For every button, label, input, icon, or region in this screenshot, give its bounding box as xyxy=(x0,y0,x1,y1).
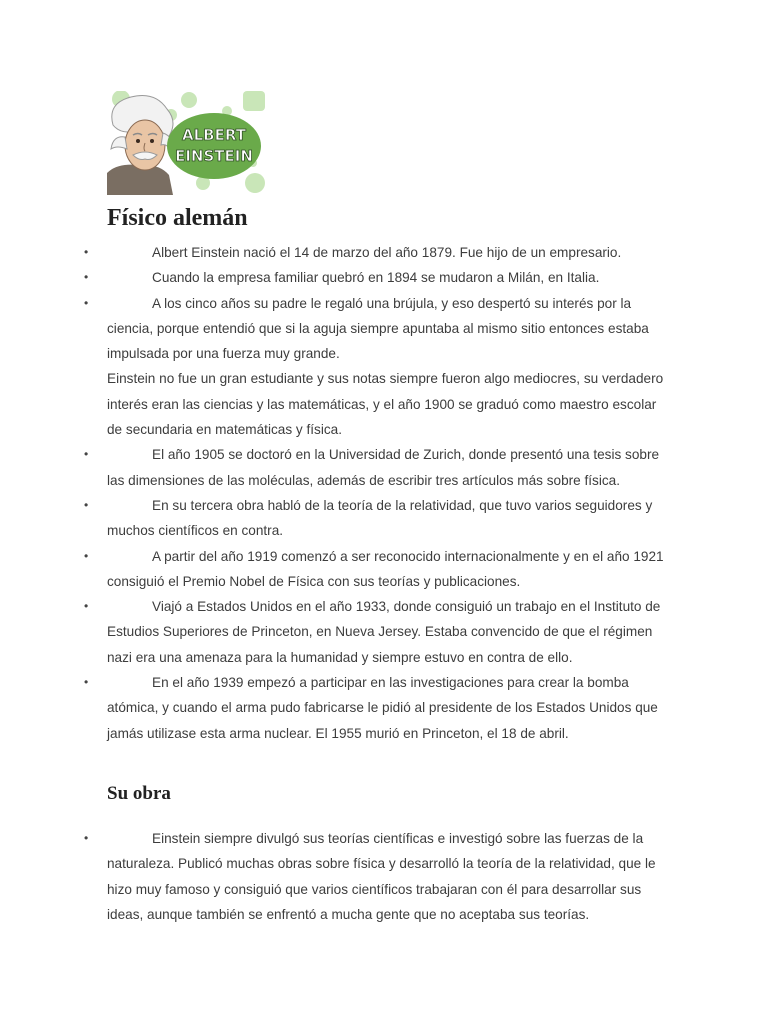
bullet: • xyxy=(84,599,89,614)
name-badge xyxy=(167,113,261,179)
list-item-text: Albert Einstein nació el 14 de marzo del año 1879. Fue hijo de un empresario. xyxy=(152,245,622,260)
list-item-text: Viajó a Estados Unidos en el año 1933, donde consiguió un trabajo en el Instituto de Estudios Superiores de Princeton, en Nueva Jersey. Estaba convencido de que el régimen nazi era una amenaza para la humanidad y siempre estuvo en contra de ello. xyxy=(107,599,661,665)
list-item xyxy=(0,670,768,746)
list-item xyxy=(0,442,768,493)
logo-line2: EINSTEIN xyxy=(175,147,253,165)
bullet: • xyxy=(84,447,89,462)
list-item-text: En el año 1939 empezó a participar en las investigaciones para crear la bomba atómica, y cuando el arma pudo fabricarse le pidió al presidente de los Estados Unidos que jamás utilizase esta arma nuclear. El 1955 murió en Princeton, el 18 de abril. xyxy=(107,675,658,741)
list-item-text: En su tercera obra habló de la teoría de la relatividad, que tuvo varios seguidores y muchos científicos en contra. xyxy=(107,497,653,539)
bullet: • xyxy=(84,497,89,512)
bullet: • xyxy=(84,295,89,310)
bullet: • xyxy=(84,548,89,563)
list-item xyxy=(0,493,768,544)
bullet: • xyxy=(84,245,89,259)
obra-list xyxy=(0,826,768,927)
decor-dot xyxy=(181,92,197,108)
bullet: • xyxy=(84,831,89,845)
decor-dot xyxy=(243,91,265,111)
paragraph xyxy=(0,366,768,442)
list-item-text: A partir del año 1919 comenzó a ser reconocido internacionalmente y en el año 1921 consiguió el Premio Nobel de Física con sus teorías y publicaciones. xyxy=(107,548,664,589)
decor-dot xyxy=(245,173,265,193)
paragraph-text: Einstein no fue un gran estudiante y sus notas siempre fueron algo mediocres, su verdadero interés eran las ciencias y las matemáticas, y el año 1900 se graduó como maestro escolar de secundaria en matemáticas y física. xyxy=(107,371,664,438)
list-item-text: El año 1905 se doctoró en la Universidad de Zurich, donde presentó una tesis sobre las dimensiones de las moléculas, además de escribir tres artículos más sobre física. xyxy=(107,447,660,488)
logo-line1: ALBERT xyxy=(182,126,246,144)
list-item-text: A los cinco años su padre le regaló una brújula, y eso despertó su interés por la ciencia, porque entendió que si la aguja siempre apuntaba al mismo sitio entonces estaba impulsada por una fuerza muy grande. xyxy=(107,295,649,362)
bullet: • xyxy=(84,270,89,285)
heading-su-obra: Su obra xyxy=(107,783,171,804)
list-item xyxy=(0,291,768,367)
list-item xyxy=(0,544,768,595)
portrait-illustration xyxy=(107,96,173,196)
albert-einstein-logo xyxy=(107,91,265,195)
list-item-text: Cuando la empresa familiar quebró en 1894 se mudaron a Milán, en Italia. xyxy=(152,270,600,286)
list-item xyxy=(0,240,768,265)
list-item xyxy=(0,826,768,927)
list-item xyxy=(0,265,768,290)
biography-list xyxy=(0,240,768,746)
heading-fisico-aleman: Físico alemán xyxy=(107,205,248,231)
list-item xyxy=(0,594,768,670)
bullet: • xyxy=(84,675,89,690)
list-item-text: Einstein siempre divulgó sus teorías científicas e investigó sobre las fuerzas de la naturaleza. Publicó muchas obras sobre física y desarrolló la teoría de la relatividad, que le hizo muy famoso y consiguió que varios científicos trabajaran con él para desarrollar sus ideas, aunque también se enfrentó a mucha gente que no aceptaba sus teorías. xyxy=(107,831,656,922)
